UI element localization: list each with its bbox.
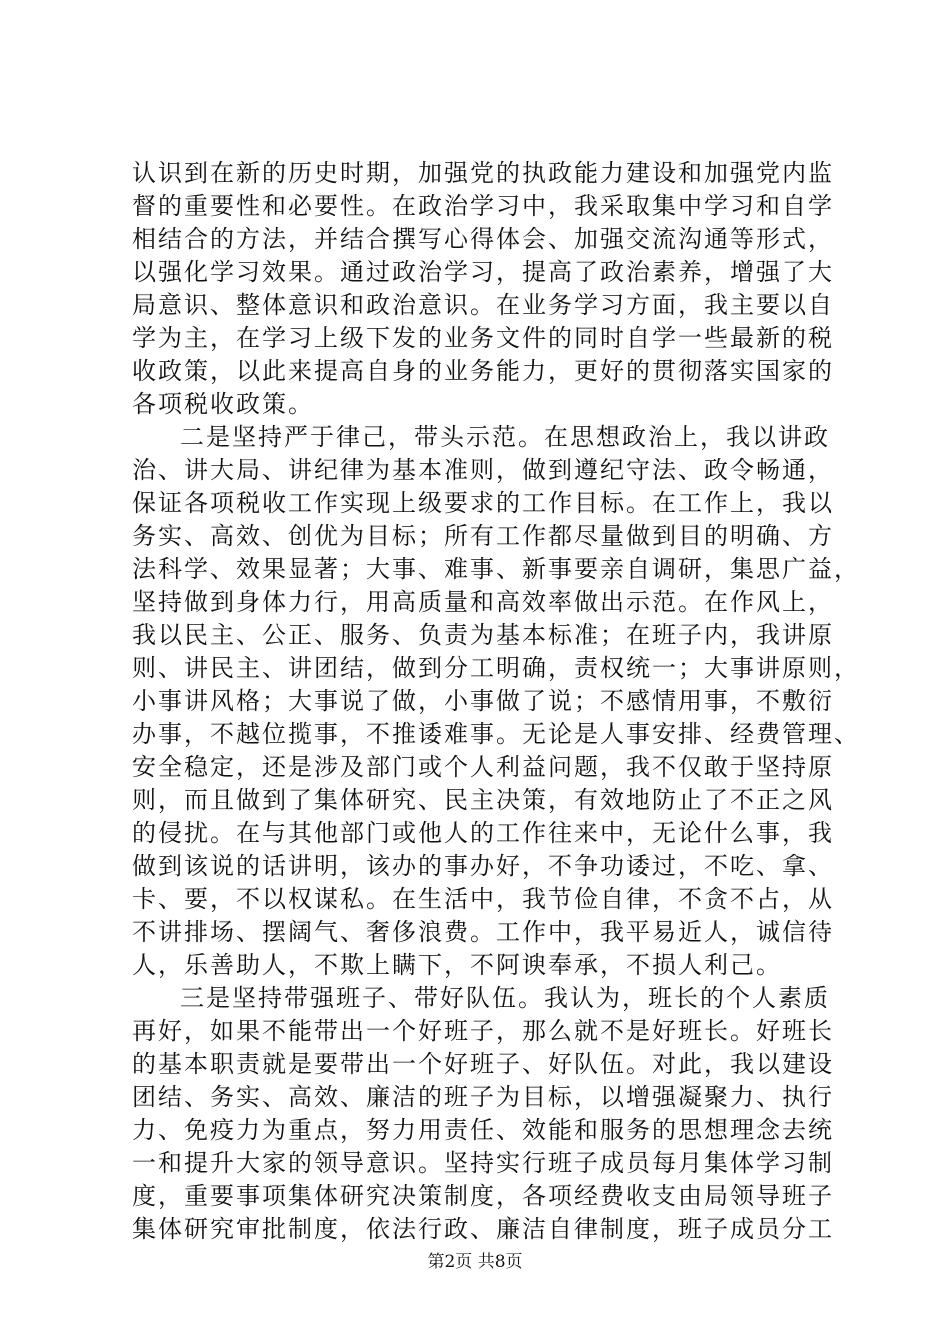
text-line: 小事讲风格；大事说了做，小事做了说；不感情用事，不敷衍 xyxy=(132,687,834,715)
text-line: 团结、务实、高效、廉洁的班子为目标，以增强凝聚力、执行 xyxy=(132,1083,834,1111)
text-line: 我以民主、公正、服务、负责为基本标准；在班子内，我讲原 xyxy=(132,621,834,649)
document-body xyxy=(132,157,860,1246)
text-line: 督的重要性和必要性。在政治学习中，我采取集中学习和自学 xyxy=(132,192,834,220)
text-line: 学为主，在学习上级下发的业务文件的同时自学一些最新的税 xyxy=(132,324,834,352)
text-line: 力、免疫力为重点，努力用责任、效能和服务的思想理念去统 xyxy=(132,1116,834,1144)
text-line: 局意识、整体意识和政治意识。在业务学习方面，我主要以自 xyxy=(132,291,834,319)
text-line: 坚持做到身体力行，用高质量和高效率做出示范。在作风上， xyxy=(132,588,834,616)
text-line: 办事，不越位揽事，不推诿难事。无论是人事安排、经费管理、 xyxy=(132,720,860,748)
paragraph-start-line: 二是坚持严于律己，带头示范。在思想政治上，我以讲政 xyxy=(180,423,830,451)
text-line: 卡、要，不以权谋私。在生活中，我节俭自律，不贪不占，从 xyxy=(132,885,834,913)
text-line: 相结合的方法，并结合撰写心得体会、加强交流沟通等形式， xyxy=(132,225,834,253)
text-line: 人，乐善助人，不欺上瞒下，不阿谀奉承，不损人利己。 xyxy=(132,951,782,979)
text-line: 做到该说的话讲明，该办的事办好，不争功诿过，不吃、拿、 xyxy=(132,852,834,880)
text-line: 则、讲民主、讲团结，做到分工明确，责权统一；大事讲原则， xyxy=(132,654,860,682)
paragraph-start-line: 三是坚持带强班子、带好队伍。我认为，班长的个人素质 xyxy=(180,984,830,1012)
text-line: 安全稳定，还是涉及部门或个人利益问题，我不仅敢于坚持原 xyxy=(132,753,834,781)
text-line: 各项税收政策。 xyxy=(132,390,314,418)
text-line: 法科学、效果显著；大事、难事、新事要亲自调研，集思广益， xyxy=(132,555,860,583)
text-line: 务实、高效、创优为目标；所有工作都尽量做到目的明确、方 xyxy=(132,522,834,550)
text-line: 收政策，以此来提高自身的业务能力，更好的贯彻落实国家的 xyxy=(132,357,834,385)
text-line: 度，重要事项集体研究决策制度，各项经费收支由局领导班子 xyxy=(132,1182,834,1210)
text-line: 集体研究审批制度，依法行政、廉洁自律制度，班子成员分工 xyxy=(132,1215,834,1243)
text-line: 以强化学习效果。通过政治学习，提高了政治素养，增强了大 xyxy=(132,258,834,286)
text-line: 的侵扰。在与其他部门或他人的工作往来中，无论什么事，我 xyxy=(132,819,834,847)
page-footer: 第2页 共8页 xyxy=(427,1252,523,1272)
text-line: 再好，如果不能带出一个好班子，那么就不是好班长。好班长 xyxy=(132,1017,834,1045)
text-line: 认识到在新的历史时期，加强党的执政能力建设和加强党内监 xyxy=(132,159,834,187)
text-line: 的基本职责就是要带出一个好班子、好队伍。对此，我以建设 xyxy=(132,1050,834,1078)
text-line: 则，而且做到了集体研究、民主决策，有效地防止了不正之风 xyxy=(132,786,834,814)
text-line: 不讲排场、摆阔气、奢侈浪费。工作中，我平易近人，诚信待 xyxy=(132,918,834,946)
text-line: 保证各项税收工作实现上级要求的工作目标。在工作上，我以 xyxy=(132,489,834,517)
text-line: 一和提升大家的领导意识。坚持实行班子成员每月集体学习制 xyxy=(132,1149,834,1177)
text-line: 治、讲大局、讲纪律为基本准则，做到遵纪守法、政令畅通， xyxy=(132,456,834,484)
